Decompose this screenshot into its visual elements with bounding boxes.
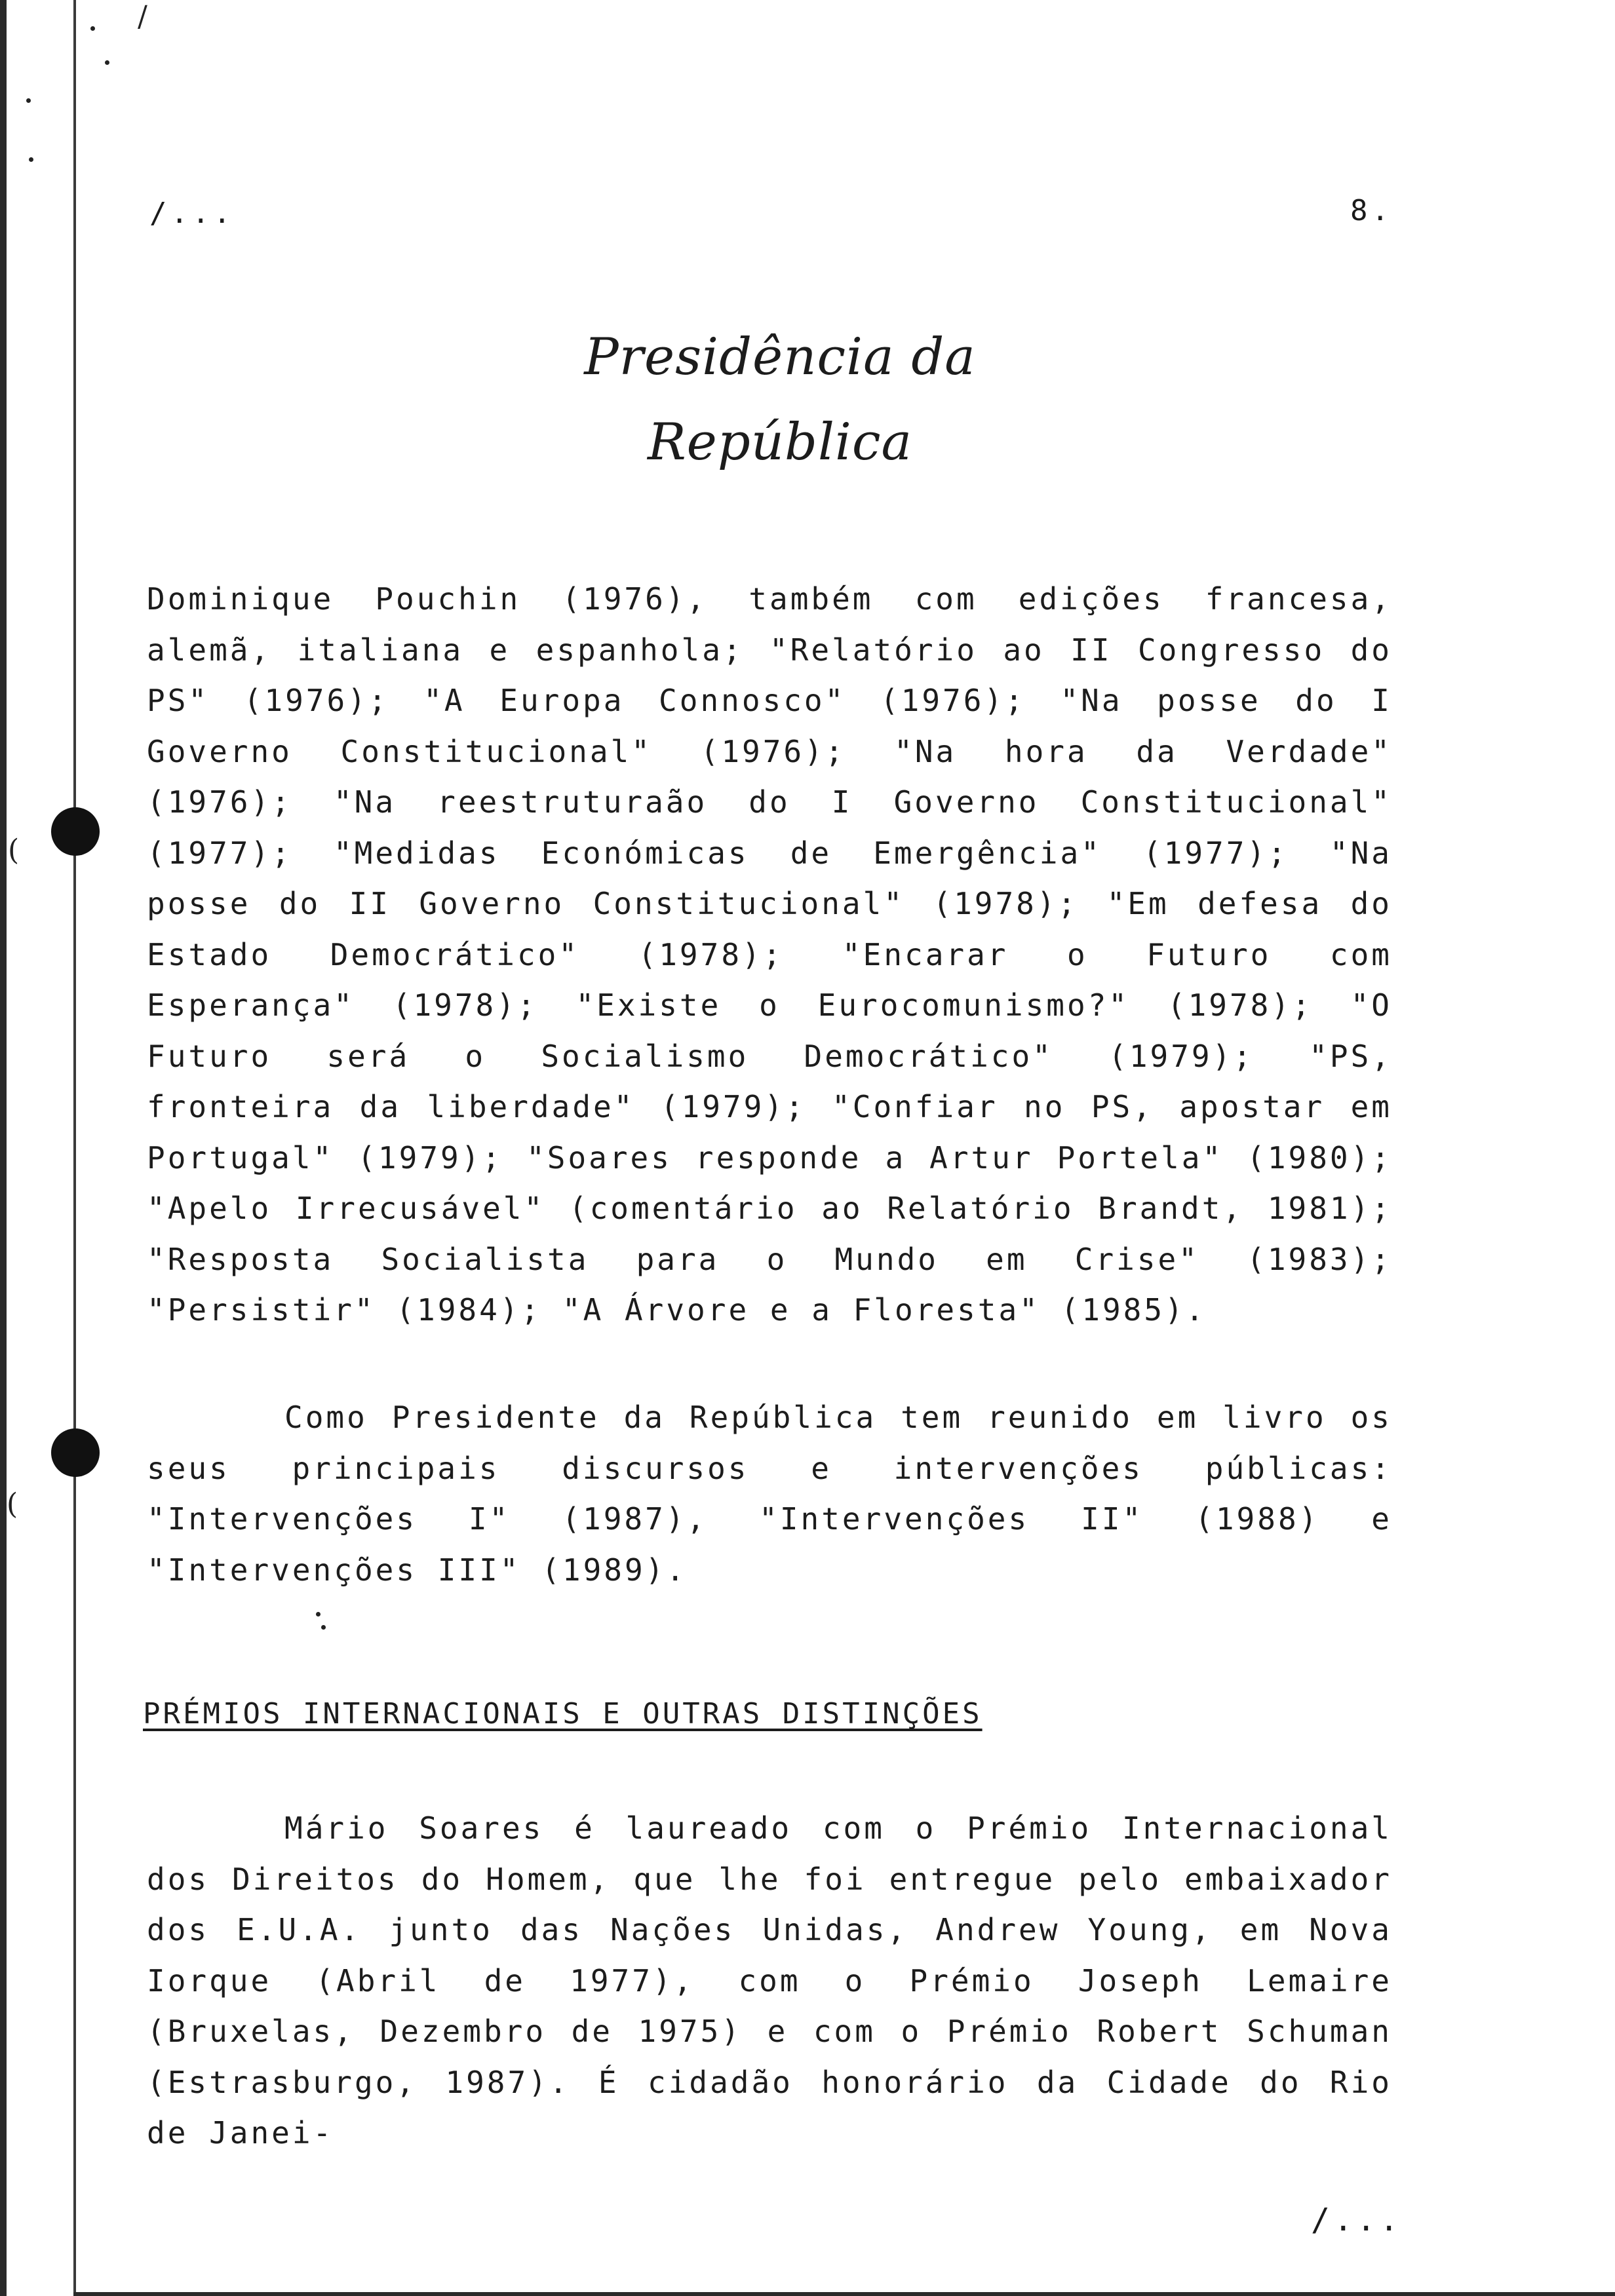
bottom-rule (73, 2292, 1615, 2296)
scan-mark: / (138, 0, 147, 33)
scan-speck (26, 98, 31, 103)
continuation-mark-top: /... (149, 197, 235, 230)
page-number: 8. (1350, 194, 1393, 227)
scan-mark: ( (8, 833, 20, 867)
scan-mark: ( (7, 1487, 18, 1521)
scan-speck (105, 60, 109, 65)
paragraph-presidency: Como Presidente da República tem reunido em livro os seus principais discursos e intervenções públicas: "Intervenções I" (1987), "Intervenções II" (1988) e "Intervenções III" (1989). (147, 1400, 1392, 1588)
letterhead: Presidência da República (584, 328, 976, 472)
continuation-mark-bottom: /... (1311, 2202, 1403, 2238)
section-heading (143, 1697, 1113, 1731)
scan-speck (29, 157, 33, 162)
scan-left-edge (0, 0, 7, 2296)
punch-hole (51, 1428, 100, 1477)
scan-speck (90, 26, 95, 31)
paragraph-publications: Dominique Pouchin (1976), também com edições francesa, alemã, italiana e espanhola; "Relatório ao II Congresso do PS" (1976); "A Europa Connosco" (1976); "Na posse do I Governo Constitucional" (1976); "Na hora da Verdade" (1976); "Na reestruturaão do I Governo Constitucional" (1977); "Medidas Económicas de Emergência" (1977); "Na posse do II Governo Constitucional" (1978); "Em defesa do Estado Democrático" (1978); "Encarar o Futuro com Esperança" (1978); "Existe o Eurocomunismo?" (1978); "O Futuro será o Socialismo Democrático" (1979); "PS, fronteira da liberdade" (1979); "Confiar no PS, apostar em Portugal" (1979); "Soares responde a Artur Portela" (1980); "Apelo Irrecusável" (comentário ao Relatório Brandt, 1981); "Resposta Socialista para o Mundo em Crise" (1983); "Persistir" (1984); "A Árvore e a Floresta" (1985). (147, 581, 1392, 1328)
paragraph-awards: Mário Soares é laureado com o Prémio Internacional dos Direitos do Homem, que lhe foi entregue pelo embaixador dos E.U.A. junto das Nações Unidas, Andrew Young, em Nova Iorque (Abril de 1977), com o Prémio Joseph Lemaire (Bruxelas, Dezembro de 1975) e com o Prémio Robert Schuman (Estrasburgo, 1987). É cidadão honorário da Cidade do Rio de Janei- (147, 1810, 1392, 2151)
margin-rule (73, 0, 76, 2296)
section-heading-text: PRÉMIOS INTERNACIONAIS E OUTRAS DISTINÇÕES (143, 1697, 983, 1731)
scan-speck (316, 1612, 321, 1617)
punch-hole (51, 807, 100, 856)
scan-speck (321, 1625, 326, 1630)
